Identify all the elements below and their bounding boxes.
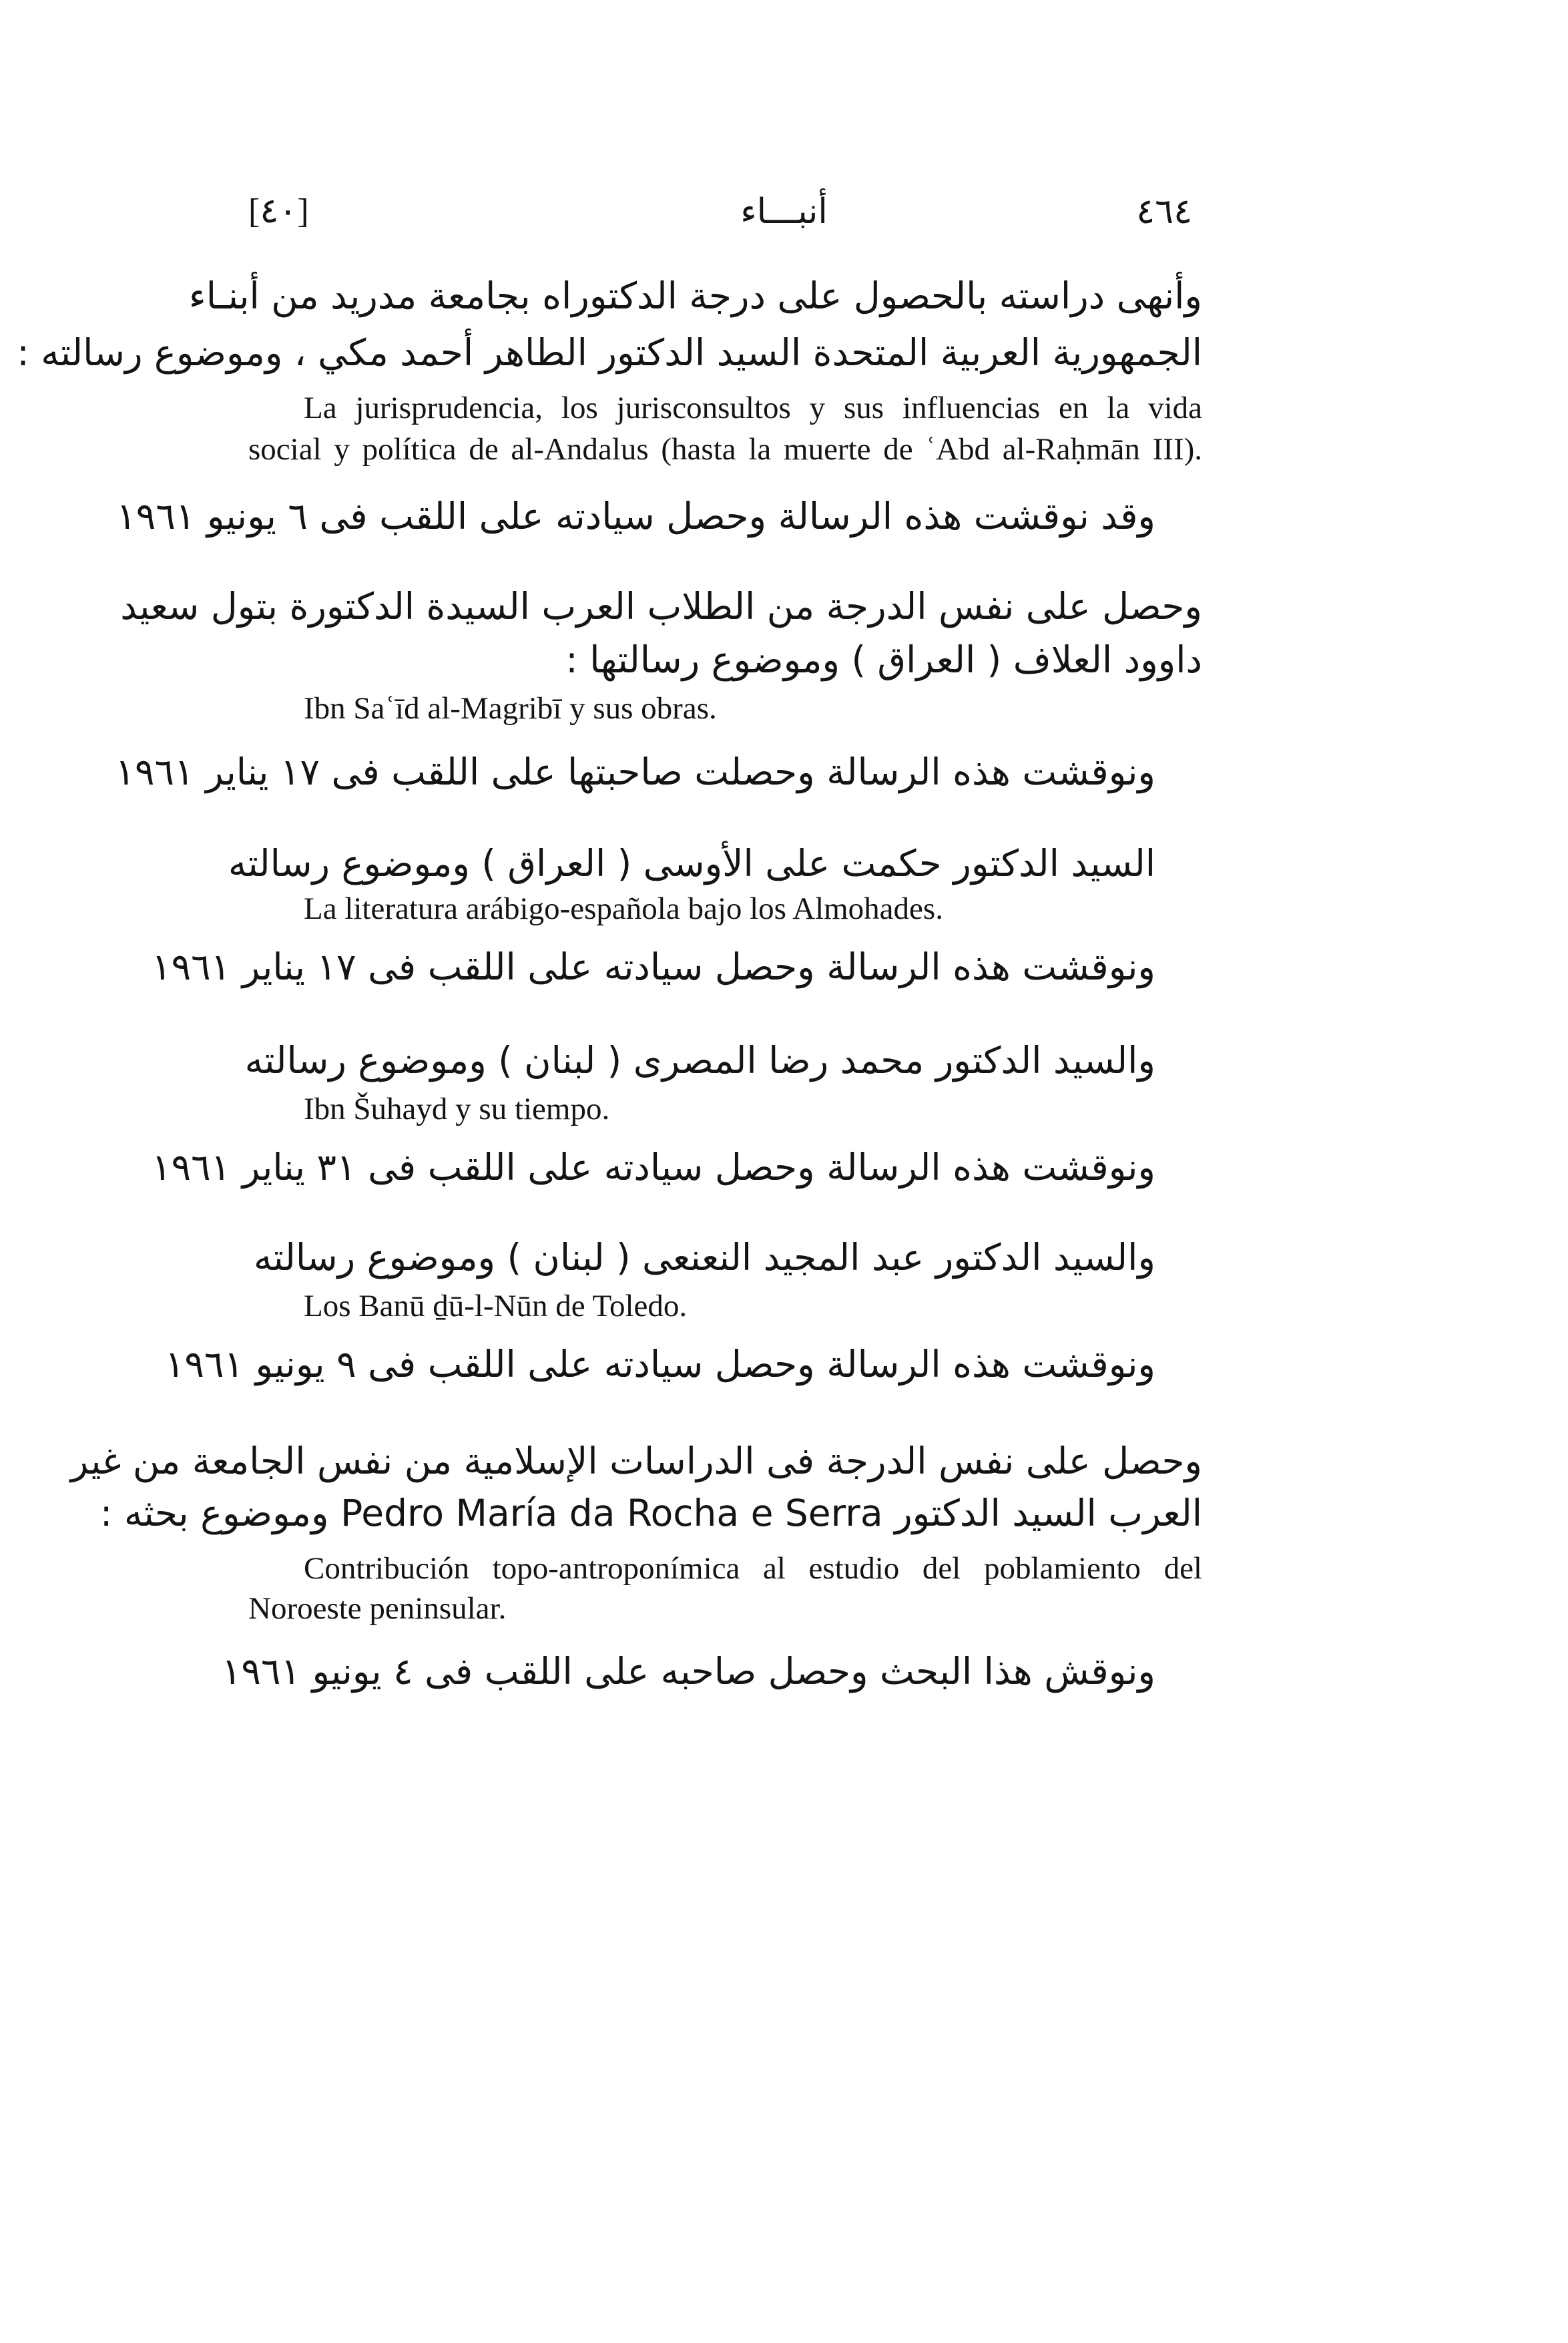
entry-5-arabic: والسيد الدكتور عبد المجيد النعنعى ( لبنان ) وموضوع رسالته — [254, 1236, 1155, 1279]
thesis-line: Ibn Saʿīd al-Magribī y sus obras. — [304, 691, 717, 726]
entry-3-thesis-title — [304, 888, 1202, 929]
entry-1-arabic-line-2: الجمهورية العربية المتحدة السيد الدكتور الطاهر أحمد مكي ، وموضوع رسالته : — [17, 331, 1202, 374]
entry-5-defense: ونوقشت هذه الرسالة وحصل سيادته على اللقب فى ٩ يونيو ١٩٦١ — [164, 1343, 1155, 1386]
entry-6-thesis-title-cont — [248, 1588, 1202, 1629]
entry-1-thesis-title-cont — [248, 429, 1202, 470]
thesis-line: social y política de al-Andalus (hasta la muerte de ʿAbd al-Raḥmān III). — [248, 432, 1202, 467]
entry-6-defense: ونوقش هذا البحث وحصل صاحبه على اللقب فى ٤ يونيو ١٩٦١ — [221, 1650, 1155, 1693]
entry-6-thesis-title — [304, 1548, 1202, 1589]
entry-2-defense: ونوقشت هذه الرسالة وحصلت صاحبتها على اللقب فى ١٧ يناير ١٩٦١ — [115, 751, 1155, 793]
entry-6-arabic-line-1: وحصل على نفس الدرجة فى الدراسات الإسلامية من نفس الجامعة من غير — [70, 1440, 1202, 1482]
page-number: ٤٦٤ — [1136, 192, 1192, 232]
thesis-line: Ibn Šuhayd y su tiempo. — [304, 1092, 610, 1126]
thesis-line: Los Banū ḏū-l-Nūn de Toledo. — [304, 1289, 688, 1323]
entry-4-defense: ونوقشت هذه الرسالة وحصل سيادته على اللقب فى ٣١ يناير ١٩٦١ — [152, 1146, 1155, 1189]
entry-3-defense: ونوقشت هذه الرسالة وحصل سيادته على اللقب فى ١٧ يناير ١٩٦١ — [152, 945, 1155, 988]
bracket-number: [٤٠] — [248, 192, 309, 230]
thesis-line: La jurisprudencia, los jurisconsultos y sus influencias en la vida — [304, 391, 1202, 425]
entry-2-thesis-title — [304, 688, 1202, 729]
entry-1-thesis-title — [304, 387, 1202, 429]
entry-2-arabic-line-2: داوود العلاف ( العراق ) وموضوع رسالتها : — [565, 638, 1202, 681]
entry-2-arabic-line-1: وحصل على نفس الدرجة من الطلاب العرب السيدة الدكتورة بتول سعيد — [120, 585, 1202, 628]
entry-6-arabic-line-2: العرب السيد الدكتور Pedro María da Rocha e Serra وموضوع بحثه : — [99, 1492, 1202, 1534]
thesis-line: Noroeste peninsular. — [248, 1591, 507, 1626]
thesis-line: La literatura arábigo-española bajo los Almohades. — [304, 891, 943, 926]
entry-3-arabic: السيد الدكتور حكمت على الأوسى ( العراق ) وموضوع رسالته — [228, 842, 1155, 885]
entry-4-thesis-title — [304, 1088, 1202, 1130]
entry-4-arabic: والسيد الدكتور محمد رضا المصرى ( لبنان ) وموضوع رسالته — [244, 1039, 1155, 1082]
entry-1-defense: وقد نوقشت هذه الرسالة وحصل سيادته على اللقب فى ٦ يونيو ١٩٦١ — [116, 495, 1155, 538]
entry-5-thesis-title — [304, 1285, 1202, 1327]
thesis-line: Contribución topo-antroponímica al estudio del poblamiento del — [304, 1551, 1202, 1586]
running-title: أنبـــاء — [740, 192, 828, 232]
entry-1-arabic-line-1: وأنهى دراسته بالحصول على درجة الدكتوراه بجامعة مدريد من أبنـاء — [188, 274, 1202, 317]
